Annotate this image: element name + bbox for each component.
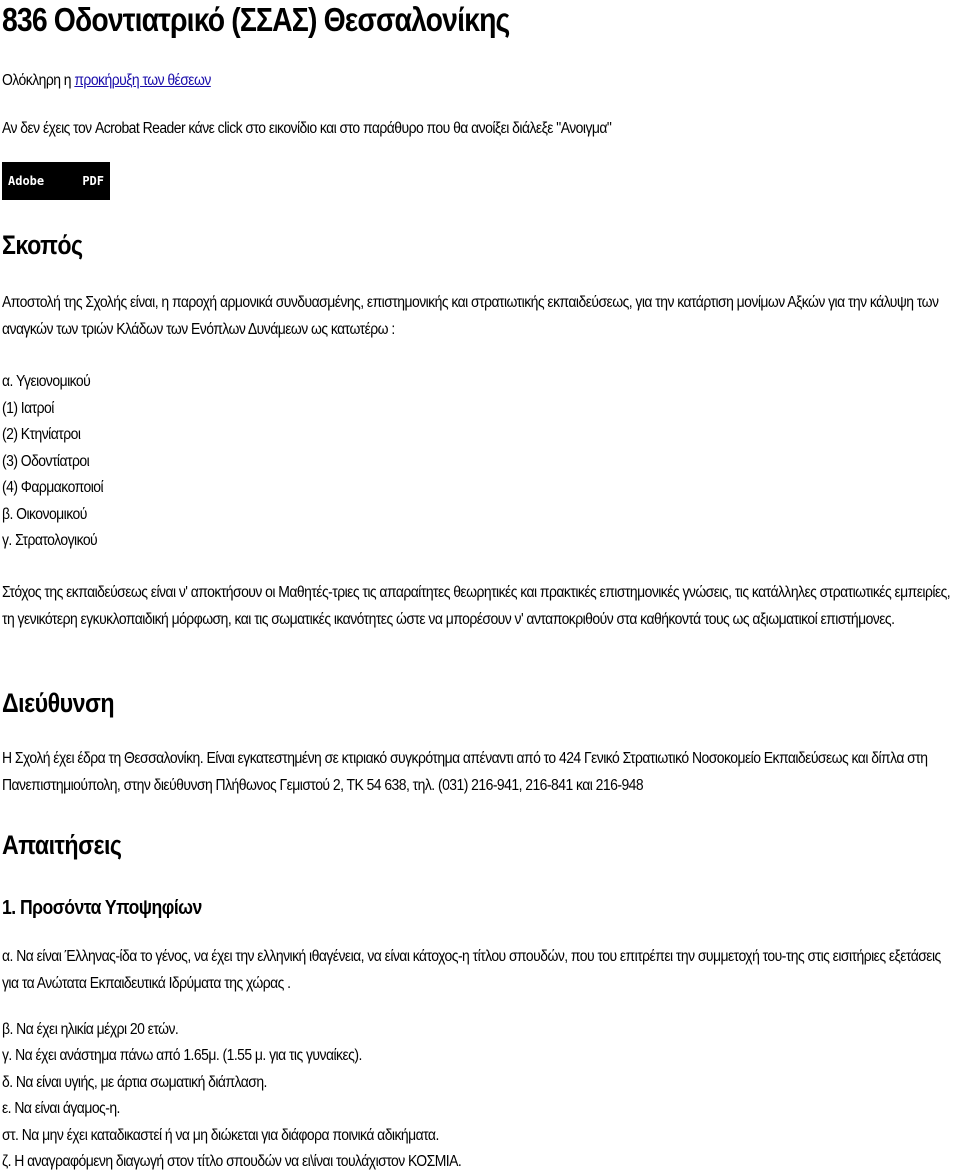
page-title: 836 Οδοντιατρικό (ΣΣΑΣ) Θεσσαλονίκης xyxy=(2,1,510,38)
purpose-list-item: γ. Στρατολογικού xyxy=(2,532,98,549)
requirement-item: α. Να είναι Έλληνας-ίδα το γένος, να έχει την ελληνική ιθαγένεια, να είναι κάτοχος-η τίτλου σπουδών, που του επιτρέπει την συμμετοχή του-της στις εισιτήριες εξετάσεις για τα Ανώτατα Εκπαιδευτικά Ιδρύματα της χώρας . xyxy=(2,948,941,992)
requirement-item: στ. Να μην έχει καταδικαστεί ή να μη διώκεται για διάφορα ποινικά αδικήματα. xyxy=(2,1127,439,1144)
adobe-badge-right: PDF xyxy=(82,174,104,188)
adobe-badge-left: Adobe xyxy=(8,174,45,188)
full-announcement-line xyxy=(2,68,211,94)
purpose-list-item: α. Υγειονομικού xyxy=(2,373,91,390)
requirement-item: δ. Να είναι υγιής, με άρτια σωματική διάπλαση. xyxy=(2,1074,267,1091)
purpose-heading: Σκοπός xyxy=(2,230,83,260)
address-text: Η Σχολή έχει έδρα τη Θεσσαλονίκη. Είναι εγκατεστημένη σε κτιριακό συγκρότημα απέναντι από το 424 Γενικό Στρατιωτικό Νοσοκομείο Εκπαιδεύσεως και δίπλα στη Πανεπιστημιούπολη, στην διεύθυνση Πλήθωνος Γεμιστού 2, ΤΚ 54 638, τηλ. (031) 216-941, 216-841 και 216-948 xyxy=(2,750,928,794)
adobe-acrobat-icon[interactable] xyxy=(2,162,110,200)
purpose-text: Αποστολή της Σχολής είναι, η παροχή αρμονικά συνδυασμένης, επιστημονικής και στρατιωτικής εκπαιδεύσεως, για την κατάρτιση μονίμων Αξκών για την κάλυψη των αναγκών των τριών Κλάδων των Ενόπλων Δυνάμεων ως κατωτέρω : xyxy=(2,294,939,338)
purpose-list-item: (1) Ιατροί xyxy=(2,400,54,417)
requirements-heading: Απαιτήσεις xyxy=(2,830,122,860)
requirement-item: γ. Να έχει ανάστημα πάνω από 1.65μ. (1.55 μ. για τις γυναίκες). xyxy=(2,1047,362,1064)
purpose-list-item: (3) Οδοντίατροι xyxy=(2,453,90,470)
requirement-item: ζ. Η αναγραφόμενη διαγωγή στον τίτλο σπουδών να ει\ίναι τουλάχιστον ΚΟΣΜΙΑ. xyxy=(2,1153,462,1170)
goal-text: Στόχος της εκπαιδεύσεως είναι ν' αποκτήσουν οι Μαθητές-τριες τις απαραίτητες θεωρητικές και πρακτικές επιστημονικές γνώσεις, τις κατάλληλες στρατιωτικές εμπειρίες, τη γενικότερη εγκυκλοπαιδική μόρφωση, και τις σωματικές ικανότητες ώστε να μπορέσουν ν' ανταποκριθούν στα καθήκοντά τους ως αξιωματικοί επιστήμονες. xyxy=(2,584,951,628)
purpose-list-item: (2) Κτηνίατροι xyxy=(2,426,81,443)
requirement-item: ε. Να είναι άγαμος-η. xyxy=(2,1100,120,1117)
announcement-link[interactable]: προκήρυξη των θέσεων xyxy=(74,72,211,89)
purpose-list-item: β. Οικονομικού xyxy=(2,506,87,523)
requirement-item: β. Να έχει ηλικία μέχρι 20 ετών. xyxy=(2,1021,179,1038)
acrobat-note: Αν δεν έχεις τον Acrobat Reader κάνε click στο εικονίδιο και στο παράθυρο που θα ανοίξει διάλεξε "Ανοιγμα" xyxy=(2,120,612,137)
candidate-qualifications-heading: 1. Προσόντα Υποψηφίων xyxy=(2,897,202,919)
address-heading: Διεύθυνση xyxy=(2,688,115,718)
purpose-list-item: (4) Φαρμακοποιοί xyxy=(2,479,104,496)
announcement-prefix: Ολόκληρη η xyxy=(2,72,75,89)
